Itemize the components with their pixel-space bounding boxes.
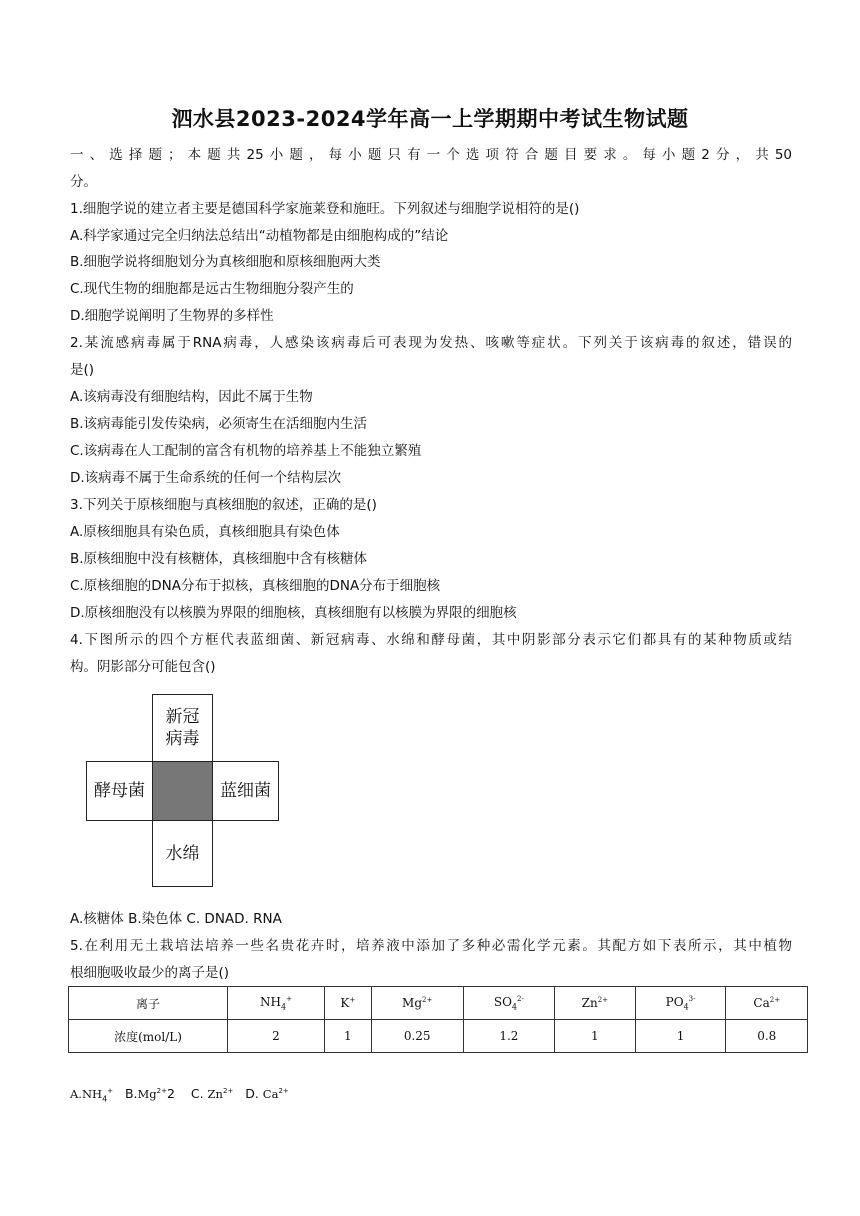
- table-header-concentration: 浓度(mol/L): [69, 1020, 228, 1053]
- diagram-shaded-region: [152, 761, 213, 821]
- table-cell-ion: $Zn^{2+}$: [554, 987, 635, 1020]
- table-cell-value: 2: [228, 1020, 325, 1053]
- diagram-box-cyanobacteria: [212, 761, 279, 821]
- q3-option-c: C.原核细胞的DNA分布于拟核，真核细胞的DNA分布于细胞核: [70, 578, 441, 594]
- table-cell-ion: $Mg^{2+}$: [371, 987, 463, 1020]
- q5-options: $A.NH_4^+$ $B.Mg^{2+}2$ C. $Zn^{2+}$ D. $Ca^{2+}$: [70, 1086, 289, 1104]
- q1-option-b: B.细胞学说将细胞划分为真核细胞和原核细胞两大类: [70, 254, 381, 270]
- page-title: 泗水县2023-2024学年高一上学期期中考试生物试题: [171, 107, 689, 131]
- q5-ion-table: [68, 986, 808, 1053]
- table-cell-value: 0.25: [371, 1020, 463, 1053]
- diagram-box-yeast: [86, 761, 153, 821]
- q1-option-a: A.科学家通过完全归纳法总结出“动植物都是由细胞构成的”结论: [70, 228, 449, 244]
- q4-stem: 4.下图所示的四个方框代表蓝细菌、新冠病毒、水绵和酵母菌，其中阴影部分表示它们都具有的某种物质或结: [70, 632, 792, 648]
- table-cell-ion: $SO_4^{2-}$: [463, 987, 554, 1020]
- q4-stem-cont: 构。阴影部分可能包含(): [70, 659, 216, 675]
- q5-stem: 5.在利用无土栽培法培养一些名贵花卉时，培养液中添加了多种必需化学元素。其配方如下表所示，其中植物: [70, 938, 792, 954]
- q3-option-b: B.原核细胞中没有核糖体，真核细胞中含有核糖体: [70, 551, 368, 567]
- q3-option-d: D.原核细胞没有以核膜为界限的细胞核，真核细胞有以核膜为界限的细胞核: [70, 605, 517, 621]
- table-cell-ion: $NH_4^+$: [228, 987, 325, 1020]
- q4-options: A.核糖体 B.染色体 C. DNAD. RNA: [70, 911, 282, 927]
- diagram-label-cyanobacteria: 蓝细菌: [220, 781, 271, 801]
- diagram-box-spirogyra: [152, 820, 213, 887]
- q2-stem: 2.某流感病毒属于RNA病毒，人感染该病毒后可表现为发热、咳嗽等症状。下列关于该病毒的叙述，错误的: [70, 335, 792, 351]
- table-cell-value: 1: [635, 1020, 726, 1053]
- table-cell-value: 1: [324, 1020, 371, 1053]
- q3-option-a: A.原核细胞具有染色质，真核细胞具有染色体: [70, 524, 340, 540]
- q2-option-b: B.该病毒能引发传染病，必须寄生在活细胞内生活: [70, 416, 368, 432]
- diagram-box-virus: [152, 694, 213, 762]
- q2-stem-cont: 是(): [70, 362, 95, 378]
- q2-option-d: D.该病毒不属于生命系统的任何一个结构层次: [70, 470, 342, 486]
- q5-stem-cont: 根细胞吸收最少的离子是(): [70, 965, 230, 981]
- diagram-label-yeast: 酵母菌: [94, 781, 145, 801]
- diagram-label-spirogyra: 水绵: [165, 843, 200, 864]
- table-cell-ion: $Ca^{2+}$: [726, 987, 808, 1020]
- table-cell-value: 1.2: [463, 1020, 554, 1053]
- table-cell-value: 1: [554, 1020, 635, 1053]
- section-instruction-cont: 分。: [70, 174, 97, 190]
- table-cell-ion: K+: [324, 987, 371, 1020]
- table-cell-value: 0.8: [726, 1020, 808, 1053]
- q2-option-a: A.该病毒没有细胞结构，因此不属于生物: [70, 389, 313, 405]
- q3-stem: 3.下列关于原核细胞与真核细胞的叙述，正确的是(): [70, 497, 377, 513]
- table-row: [69, 1020, 808, 1053]
- diagram-label-virus-1: 新冠: [165, 707, 200, 727]
- q2-option-c: C.该病毒在人工配制的富含有机物的培养基上不能独立繁殖: [70, 443, 422, 459]
- diagram-label-virus-2: 病毒: [165, 729, 200, 749]
- q1-option-d: D.细胞学说阐明了生物界的多样性: [70, 308, 274, 324]
- table-header-ion: 离子: [69, 987, 228, 1020]
- table-cell-ion: $PO_4^{3-}$: [635, 987, 726, 1020]
- q1-option-c: C.现代生物的细胞都是远古生物细胞分裂产生的: [70, 281, 354, 297]
- table-row: [69, 987, 808, 1020]
- section-instruction: 一、选择题；本题共25小题，每小题只有一个选项符合题目要求。每小题2分，共50: [70, 147, 792, 163]
- q1-stem: 1.细胞学说的建立者主要是德国科学家施莱登和施旺。下列叙述与细胞学说相符的是(): [70, 201, 580, 217]
